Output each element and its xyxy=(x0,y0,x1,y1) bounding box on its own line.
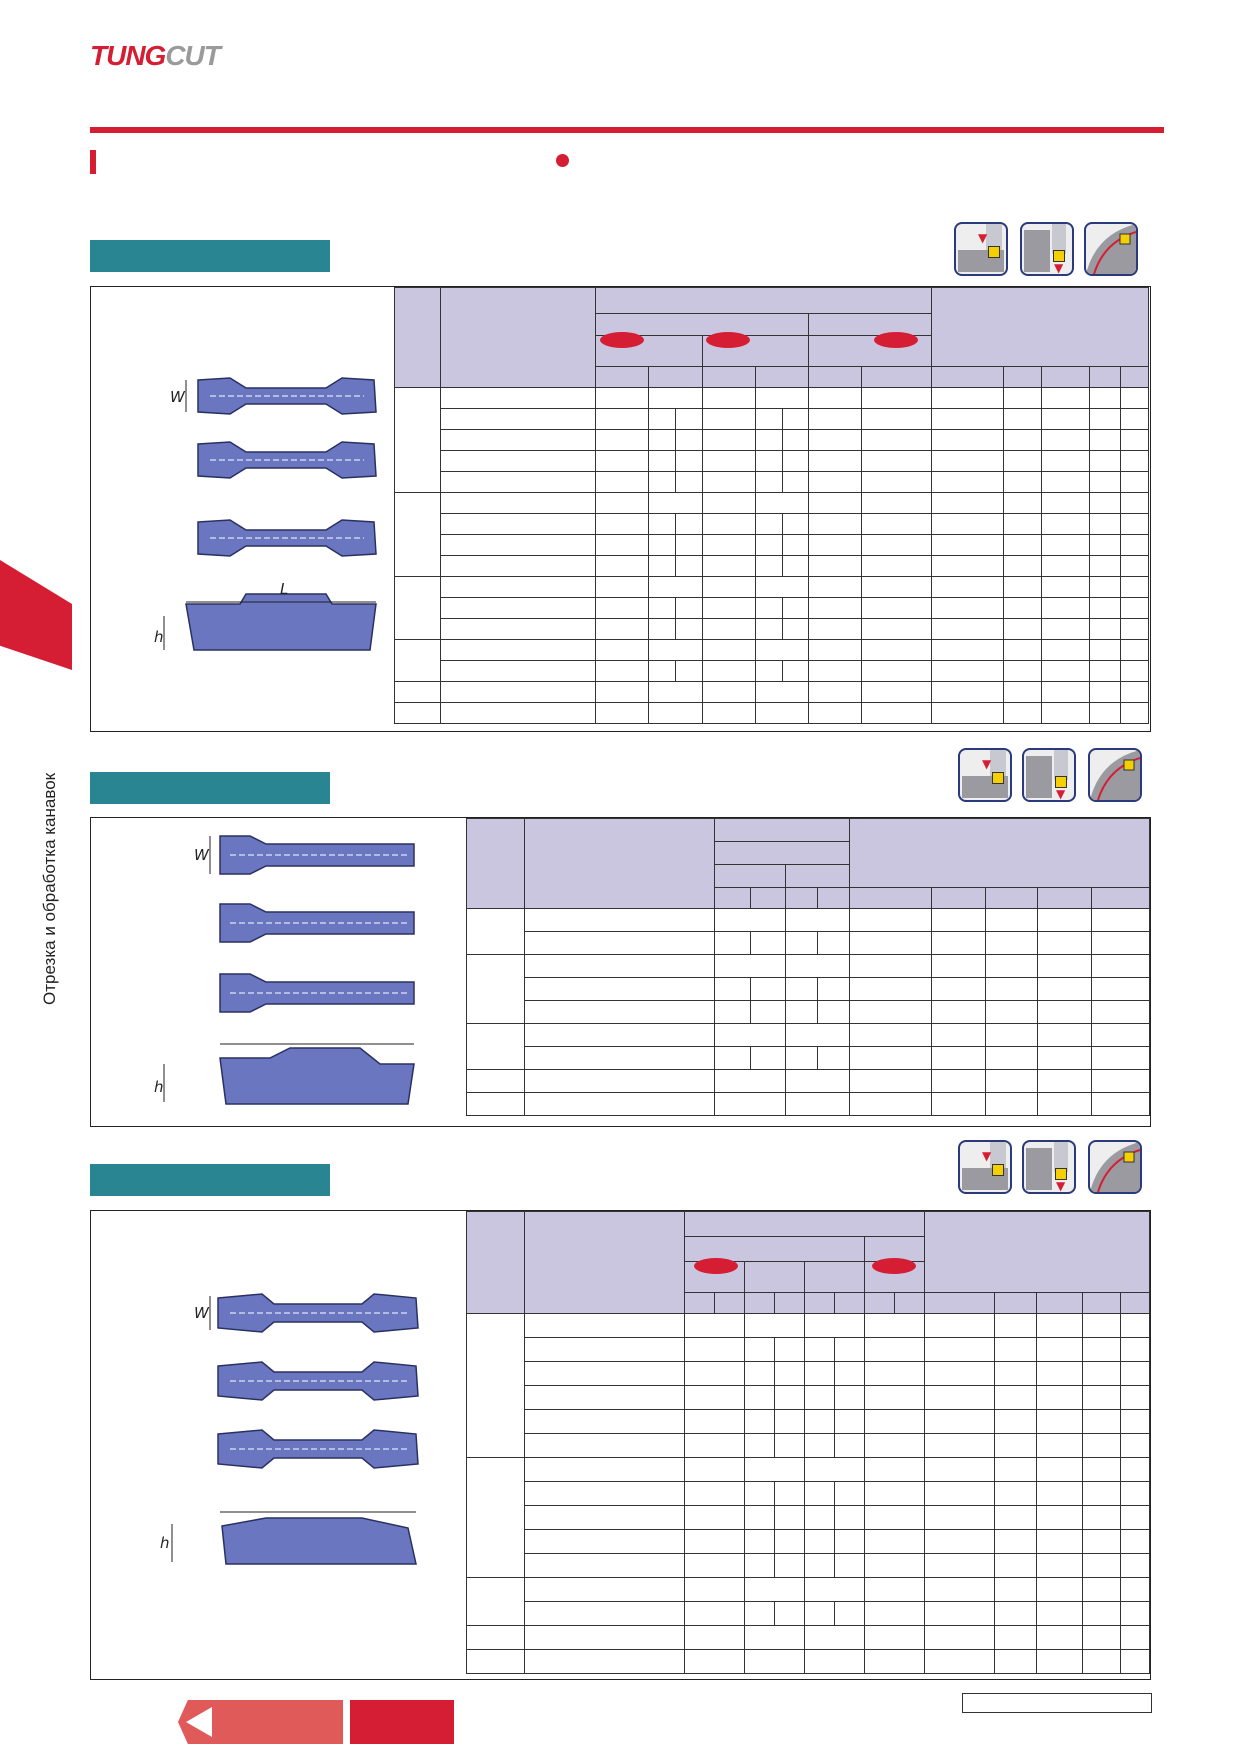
grooving-icon: ▼ xyxy=(958,1140,1012,1194)
dim-h-label: h xyxy=(154,1078,164,1096)
section-3-insert-drawings xyxy=(150,1284,450,1574)
sidebar-label: Отрезка и обработка канавок xyxy=(40,772,59,1005)
grade-marker xyxy=(694,1258,738,1274)
brand-logo: TUNGCUT xyxy=(90,40,220,71)
dim-w-label: W xyxy=(194,1304,209,1322)
dim-h-label: h xyxy=(160,1534,170,1552)
section-2-table xyxy=(466,818,1150,1116)
page-number-box xyxy=(962,1693,1152,1713)
section-3-title-bar xyxy=(90,1164,330,1196)
section-2-insert-drawings xyxy=(150,832,450,1122)
section-1-title-bar xyxy=(90,240,330,272)
grade-marker xyxy=(874,332,918,348)
section-2-title-bar xyxy=(90,772,330,804)
parting-icon: ▼ xyxy=(1022,1140,1076,1194)
section-1-insert-drawings xyxy=(150,372,390,672)
profiling-icon xyxy=(1088,1140,1142,1194)
sidebar-tab xyxy=(0,560,72,670)
next-button[interactable] xyxy=(350,1700,454,1744)
back-arrow-icon xyxy=(186,1707,212,1737)
profiling-icon xyxy=(1088,748,1142,802)
parting-icon: ▼ xyxy=(1020,222,1074,276)
section-marker xyxy=(90,150,96,174)
dim-l-label: L xyxy=(280,580,289,598)
section-1-rows xyxy=(395,388,1149,724)
profiling-icon xyxy=(1084,222,1138,276)
section-3-rows xyxy=(467,1314,1150,1674)
section-1-table xyxy=(394,287,1149,724)
grade-marker xyxy=(872,1258,916,1274)
grade-marker xyxy=(600,332,644,348)
dim-w-label: W xyxy=(170,388,185,406)
grade-marker xyxy=(706,332,750,348)
title-dot xyxy=(556,154,569,167)
grooving-icon: ▼ xyxy=(958,748,1012,802)
header-divider xyxy=(90,127,1164,133)
section-3-table xyxy=(466,1211,1150,1674)
dim-h-label: h xyxy=(154,628,164,646)
dim-w-label: W xyxy=(194,846,209,864)
grooving-icon: ▼ xyxy=(954,222,1008,276)
parting-icon: ▼ xyxy=(1022,748,1076,802)
section-2-rows xyxy=(467,909,1150,1116)
